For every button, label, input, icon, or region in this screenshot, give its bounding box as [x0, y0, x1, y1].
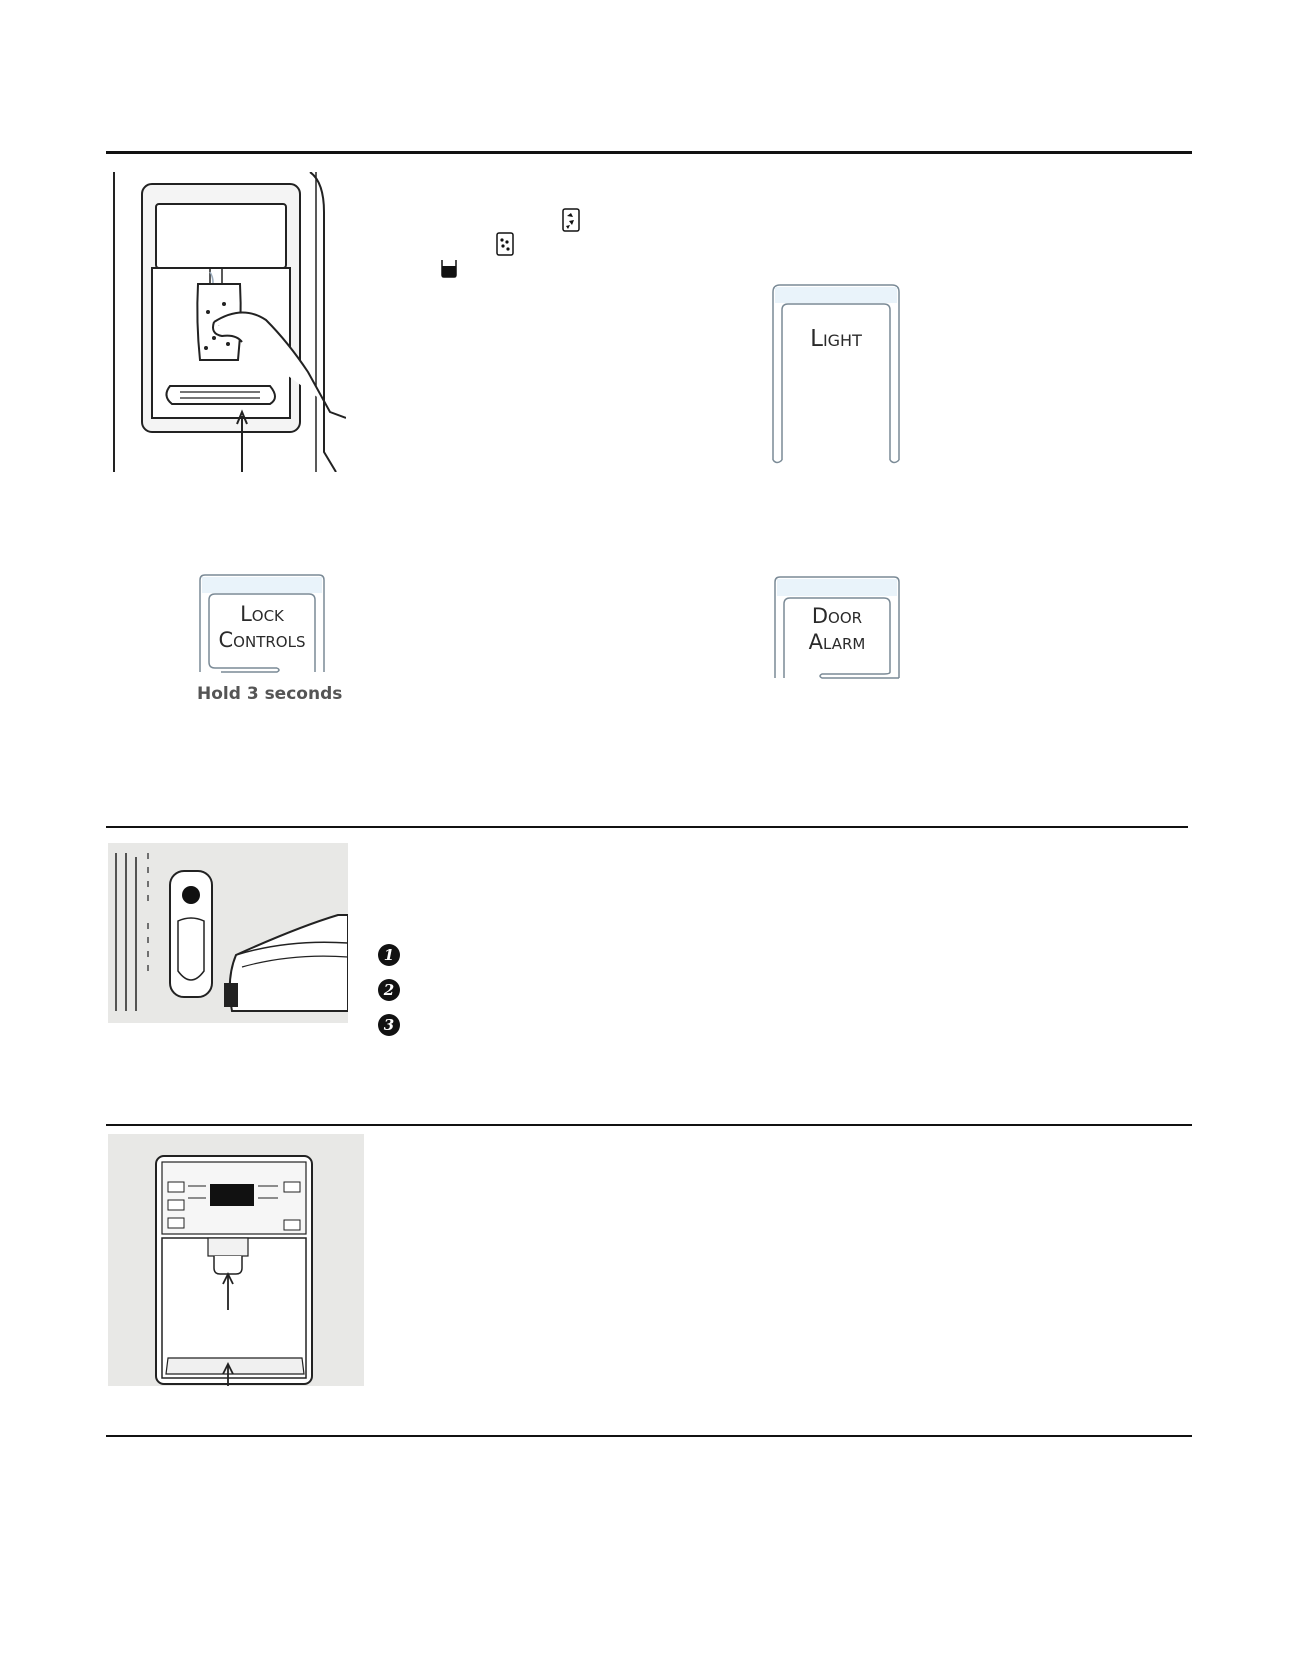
- cubed-ice-icon: [496, 232, 514, 256]
- section-rule-bottom: [106, 1435, 1192, 1437]
- step-badge-2: 2: [378, 979, 400, 1001]
- step-badge-1: 1: [378, 944, 400, 966]
- section-rule-top: [106, 151, 1192, 154]
- light-button[interactable]: [770, 282, 902, 464]
- crushed-ice-icon: [562, 208, 580, 232]
- dispenser-panel-illustration: [108, 1134, 364, 1386]
- lock-controls-label-line2: Controls: [218, 628, 306, 652]
- water-icon: [440, 258, 458, 278]
- lock-controls-label-line1: Lock: [240, 602, 284, 626]
- lock-controls-caption: Hold 3 seconds: [197, 684, 343, 704]
- section-rule-3: [106, 1124, 1192, 1126]
- door-alarm-button[interactable]: [772, 574, 902, 682]
- lock-controls-button[interactable]: [197, 572, 327, 676]
- step-badge-3: 3: [378, 1014, 400, 1036]
- door-alarm-label-line1: Door: [811, 604, 863, 628]
- door-alarm-label-line2: Alarm: [808, 630, 866, 654]
- door-light-switch-illustration: [108, 843, 348, 1023]
- light-button-label: Light: [810, 326, 862, 352]
- section-rule-2: [106, 826, 1188, 828]
- dispenser-glass-illustration: [110, 172, 346, 472]
